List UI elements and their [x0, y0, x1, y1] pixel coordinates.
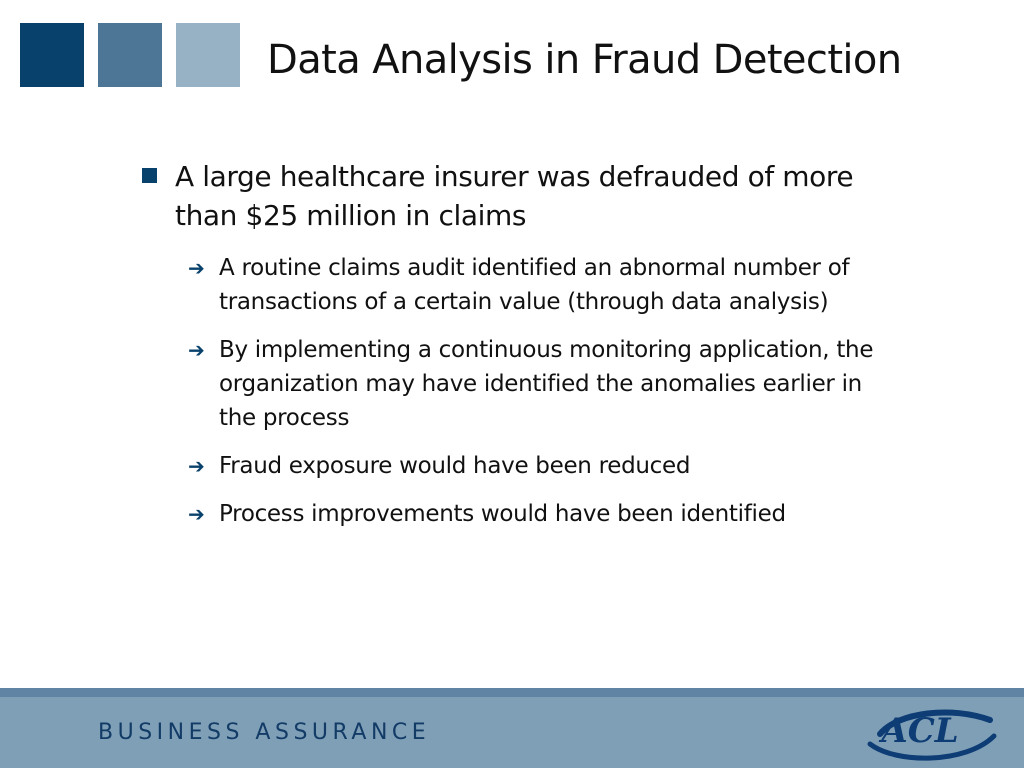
sub-bullet-text: Process improvements would have been identified [219, 501, 786, 527]
square-bullet-icon [142, 168, 157, 183]
sub-bullet-item [188, 251, 899, 319]
arrow-right-icon: ➔ [188, 502, 205, 526]
arrow-right-icon: ➔ [188, 454, 205, 478]
acl-logo-text: ACL [881, 711, 959, 751]
slide-content [140, 157, 940, 545]
sub-bullet-item [188, 449, 899, 483]
sub-bullet-text: A routine claims audit identified an abnormal number of transactions of a certain value (through data analysis) [219, 255, 850, 315]
main-bullet-text: A large healthcare insurer was defrauded of more than $25 million in claims [175, 160, 854, 232]
decorative-square-light [176, 23, 240, 87]
slide-title: Data Analysis in Fraud Detection [267, 37, 902, 83]
sub-bullet-text: By implementing a continuous monitoring application, the organization may have identified the anomalies earlier in the process [219, 337, 874, 431]
sub-bullet-item [188, 497, 899, 531]
decorative-square-dark [20, 23, 84, 87]
sub-bullet-item [188, 333, 899, 435]
arrow-right-icon: ➔ [188, 338, 205, 362]
arrow-right-icon: ➔ [188, 256, 205, 280]
decorative-square-mid [98, 23, 162, 87]
main-bullet [140, 157, 875, 235]
footer-business-assurance: BUSINESS ASSURANCE [98, 720, 431, 745]
sub-bullet-list [188, 251, 940, 531]
acl-logo [862, 700, 1002, 764]
sub-bullet-text: Fraud exposure would have been reduced [219, 453, 691, 479]
footer-divider [0, 688, 1024, 697]
